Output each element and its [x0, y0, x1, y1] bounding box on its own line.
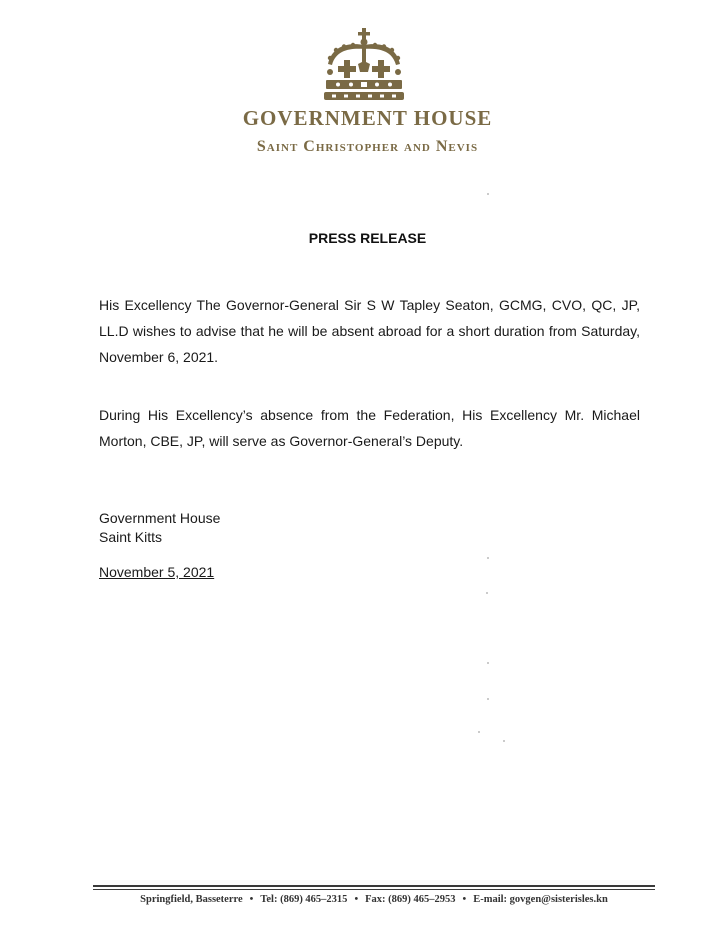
scan-speck [478, 731, 480, 733]
org-subtitle: Saint Christopher and Nevis [256, 138, 479, 155]
document-title: PRESS RELEASE [308, 230, 427, 246]
footer-separator: • [249, 894, 254, 905]
scan-speck [486, 592, 488, 594]
crown-icon [318, 28, 410, 102]
footer-address: Springfield, Basseterre [140, 894, 243, 905]
footer-fax: Fax: (869) 465–2953 [365, 894, 456, 905]
scan-speck [487, 662, 489, 664]
scan-speck [487, 698, 489, 700]
scan-speck [487, 557, 489, 559]
signature-line-2: Saint Kitts [99, 529, 163, 545]
footer-email: E-mail: govgen@sisterisles.kn [473, 894, 608, 905]
scan-speck [487, 193, 489, 195]
body-paragraph-2: During His Excellency’s absence from the Federation, His Excellency Mr. Michael Morton, CBE, JP, will serve as Governor-General’s Deputy. [99, 407, 640, 449]
document-date: November 5, 2021 [99, 564, 215, 580]
signature-line-1: Government House [99, 510, 221, 526]
footer-separator: • [354, 894, 359, 905]
body-paragraph-1: His Excellency The Governor-General Sir S W Tapley Seaton, GCMG, CVO, QC, JP, LL.D wishes to advise that he will be absent abroad for a short duration from Saturday, November 6, 2021. [99, 297, 640, 365]
footer-contact [93, 894, 655, 905]
footer-separator: • [462, 894, 467, 905]
org-name: GOVERNMENT HOUSE [242, 106, 493, 130]
footer-divider [93, 885, 655, 890]
scan-speck [503, 740, 505, 742]
footer-tel: Tel: (869) 465–2315 [260, 894, 348, 905]
